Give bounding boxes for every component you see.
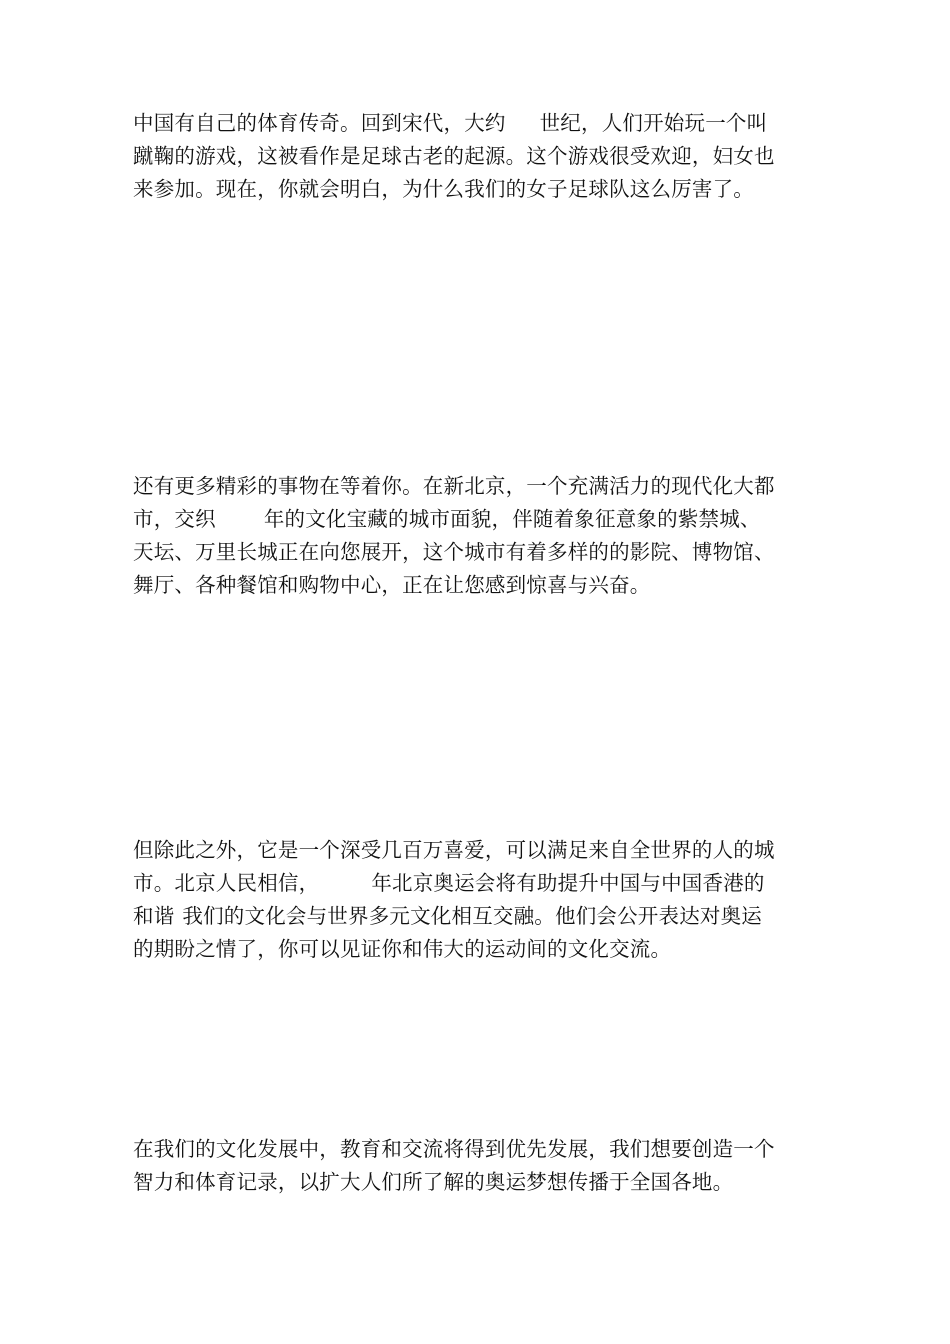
text-line: 天坛、万里长城正在向您展开，这个城市有着多样的的影院、博物馆、: [133, 540, 775, 564]
text-line: 和谐 我们的文化会与世界多元文化相互交融。他们会公开表达对奥运: [133, 904, 763, 928]
text-line: 的期盼之情了，你可以见证你和伟大的运动间的文化交流。: [133, 937, 672, 961]
text-line: 智力和体育记录，以扩大人们所了解的奥运梦想传播于全国各地。: [133, 1170, 734, 1194]
text-line: 市。北京人民相信， 年北京奥运会将有助提升中国与中国香港的: [133, 871, 765, 895]
text-line: 在我们的文化发展中，教育和交流将得到优先发展，我们想要创造一个: [133, 1137, 775, 1161]
text-line: 还有更多精彩的事物在等着你。在新北京，一个充满活力的现代化大都: [133, 474, 775, 498]
text-line: 舞厅、各种餐馆和购物中心，正在让您感到惊喜与兴奋。: [133, 573, 651, 597]
paragraph-song-dynasty-football: [133, 107, 823, 206]
text-line: 中国有自己的体育传奇。回到宋代，大约 世纪，人们开始玩一个叫: [133, 111, 768, 135]
paragraph-education-exchange: [133, 1133, 823, 1199]
text-line: 来参加。现在，你就会明白，为什么我们的女子足球队这么厉害了。: [133, 177, 754, 201]
paragraph-new-beijing: [133, 470, 823, 602]
text-line: 但除此之外，它是一个深受几百万喜爱，可以满足来自全世界的人的城: [133, 838, 775, 862]
text-line: 市，交织 年的文化宝藏的城市面貌，伴随着象征意象的紫禁城、: [133, 507, 761, 531]
text-line: 蹴鞠的游戏，这被看作是足球古老的起源。这个游戏很受欢迎，妇女也: [133, 144, 775, 168]
paragraph-olympics-harmony: [133, 834, 823, 966]
